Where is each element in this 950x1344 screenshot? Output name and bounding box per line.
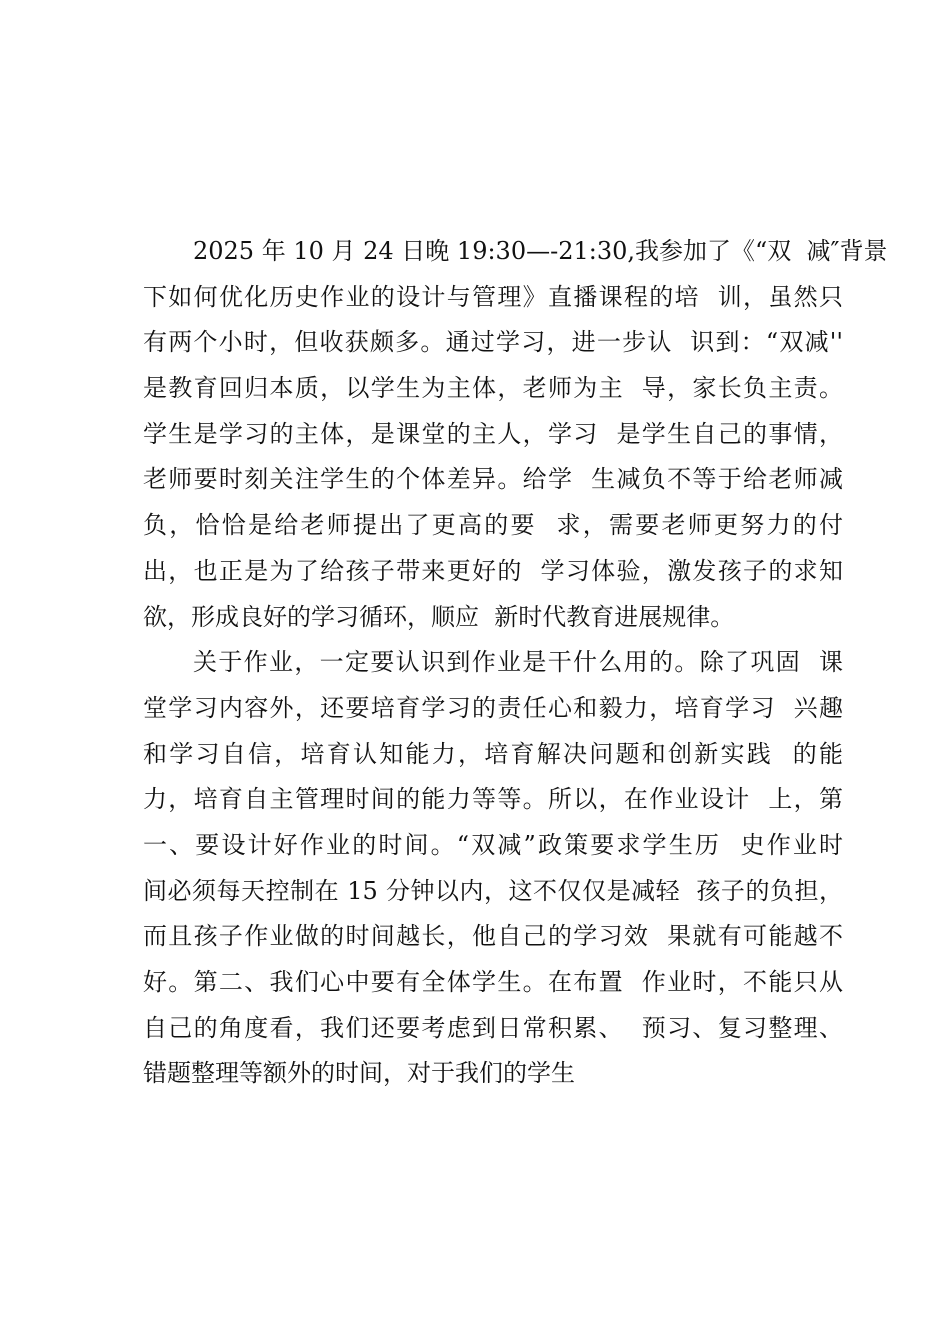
- text-line: 和学习自信，培育认知能力，培育解决问题和创新实践 的能: [143, 739, 843, 768]
- text-line: 好。第二、我们心中要有全体学生。在布置 作业时，不能只从: [143, 968, 843, 996]
- text-line: 间必须每天控制在 15 分钟以内，这不仅仅是减轻 孩子的负担，: [143, 876, 843, 905]
- text-line: 下如何优化历史作业的设计与管理》直播课程的培 训，虽然只: [143, 282, 843, 311]
- text-line: 老师要时刻关注学生的个体差异。给学 生减负不等于给老师减: [143, 465, 843, 494]
- text-line: 出，也正是为了给孩子带来更好的 学习体验，激发孩子的求知: [143, 556, 843, 585]
- text-line: 关于作业，一定要认识到作业是干什么用的。除了巩固 课: [193, 648, 843, 677]
- text-line: 错题整理等额外的时间，对于我们的学生: [143, 1059, 575, 1088]
- body-text: [143, 231, 888, 1099]
- text-line: 而且孩子作业做的时间越长，他自己的学习效 果就有可能越不: [143, 922, 843, 951]
- paragraph-2: [143, 642, 843, 1099]
- text-line: 欲，形成良好的学习循环，顺应 新时代教育进展规律。: [143, 602, 735, 631]
- text-line: 自己的角度看，我们还要考虑到日常积累、 预习、复习整理、: [143, 1013, 843, 1042]
- paragraph-1: [143, 231, 888, 642]
- text-line: 是教育回归本质，以学生为主体，老师为主 导，家长负主责。: [143, 374, 843, 403]
- text-line: 负，恰恰是给老师提出了更高的要 求，需要老师更努力的付: [143, 511, 843, 540]
- text-line: 一、要设计好作业的时间。“双减”政策要求学生历 史作业时: [143, 830, 843, 859]
- text-line: 有两个小时，但收获颇多。通过学习，进一步认 识到：“双减'': [143, 328, 843, 357]
- text-line: 学生是学习的主体，是课堂的主人，学习 是学生自己的事情，: [143, 419, 843, 448]
- text-line: 力，培育自主管理时间的能力等等。所以，在作业设计 上，第: [143, 785, 843, 814]
- text-line: 2025 年 10 月 24 日晚 19:30—-21:30,我参加了《“双 减″背景: [193, 237, 888, 265]
- text-line: 堂学习内容外，还要培育学习的责任心和毅力，培育学习 兴趣: [143, 693, 843, 722]
